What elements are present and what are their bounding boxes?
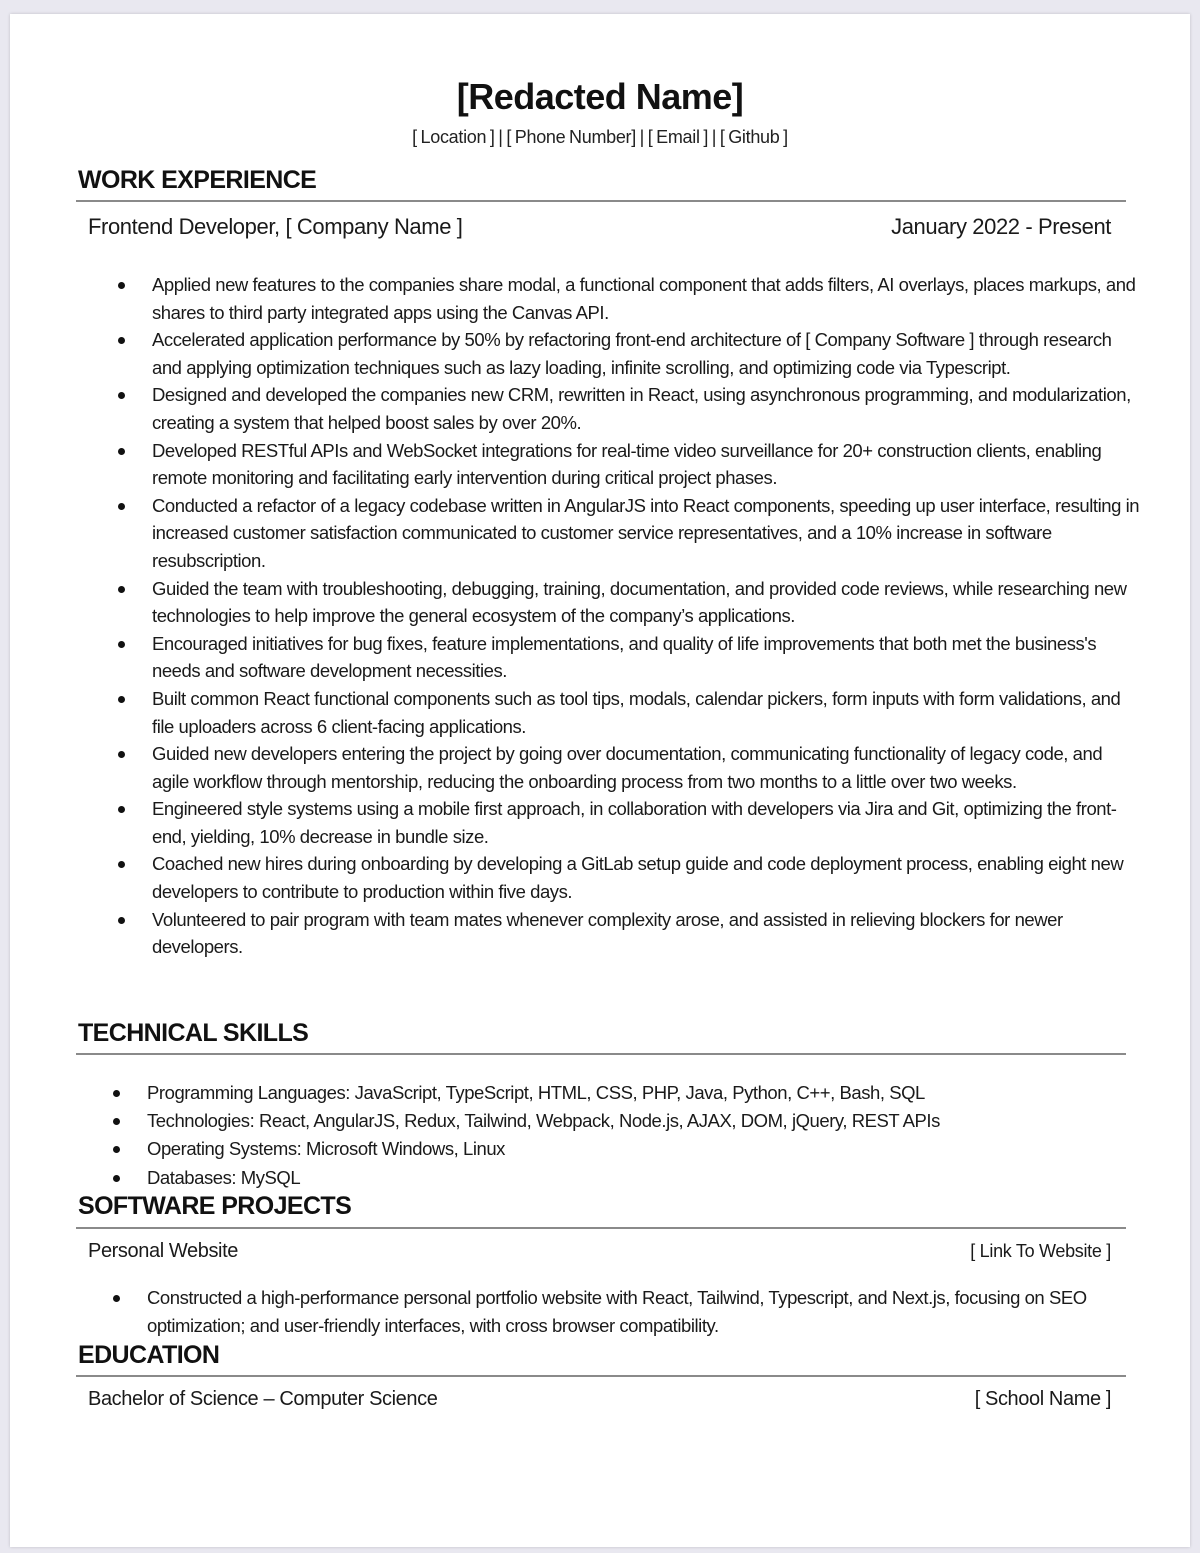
list-item: [147, 1107, 1137, 1135]
list-item: [152, 575, 1142, 630]
list-item: [152, 437, 1142, 492]
bullet-icon: [118, 282, 125, 289]
section-divider: [76, 1375, 1126, 1377]
section-divider: [76, 1053, 1126, 1055]
bullet-icon: [113, 1118, 120, 1125]
contact-line: [ Location ] | [ Phone Number] | [ Email ] | [ Github ]: [412, 127, 788, 147]
bullet-text: Engineered style systems using a mobile first approach, in collaboration with developers via Jira and Git, optimizing the front-end, yielding, 10% decrease in bundle size.: [152, 798, 1117, 847]
bullet-text: Coached new hires during onboarding by developing a GitLab setup guide and code deployment process, enabling eight new developers to contribute to production within five days.: [152, 853, 1124, 903]
bullet-icon: [118, 806, 125, 813]
project-link[interactable]: [ Link To Website ]: [970, 1241, 1111, 1261]
list-item: [152, 795, 1142, 850]
bullet-text: Guided new developers entering the project by going over documentation, communicating functionality of legacy code, and agile workflow through mentorship, reducing the onboarding process from two months to a little over two weeks.: [152, 743, 1103, 792]
project-header-row: [88, 1240, 1111, 1263]
bullet-icon: [118, 392, 125, 399]
education-row: [88, 1388, 1111, 1411]
bullet-icon: [113, 1295, 120, 1302]
list-item: [152, 740, 1142, 795]
section-divider: [76, 1227, 1126, 1229]
skill-text: Databases: MySQL: [147, 1166, 301, 1188]
bullet-text: Developed RESTful APIs and WebSocket integrations for real-time video surveillance for 20+ construction clients, enabling remote monitoring and facilitating early intervention during critical project phases.: [152, 439, 1102, 489]
candidate-name: [Redacted Name]: [456, 76, 744, 117]
job-title: Frontend Developer, [ Company Name ]: [88, 214, 463, 239]
project-name: Personal Website: [88, 1240, 238, 1262]
bullet-icon: [118, 917, 125, 924]
skill-text: Operating Systems: Microsoft Windows, Linux: [147, 1138, 505, 1160]
bullet-icon: [118, 861, 125, 868]
list-item: [152, 381, 1142, 436]
bullet-icon: [118, 337, 125, 344]
job-bullet-list: [152, 271, 1142, 961]
bullet-text: Applied new features to the companies share modal, a functional component that adds filters, AI overlays, places markups, and shares to third party integrated apps using the Canvas API.: [152, 274, 1136, 323]
list-item: [152, 271, 1142, 326]
section-heading-software-projects: SOFTWARE PROJECTS: [78, 1192, 352, 1220]
skill-text: Programming Languages: JavaScript, TypeScript, HTML, CSS, PHP, Java, Python, C++, Bash, SQL: [147, 1082, 925, 1103]
list-item: [147, 1135, 1137, 1163]
list-item: [152, 685, 1142, 740]
section-heading-education: EDUCATION: [78, 1341, 220, 1369]
section-heading-work-experience: WORK EXPERIENCE: [78, 166, 317, 194]
list-item: [147, 1284, 1137, 1339]
degree: Bachelor of Science – Computer Science: [88, 1388, 438, 1410]
list-item: [152, 906, 1142, 961]
list-item: [152, 492, 1142, 575]
resume-page: [10, 14, 1190, 1547]
bullet-text: Designed and developed the companies new CRM, rewritten in React, using asynchronous programming, and modularization, creating a system that helped boost sales by over 20%.: [152, 384, 1131, 433]
list-item: [147, 1164, 1137, 1192]
bullet-icon: [118, 641, 125, 648]
bullet-icon: [118, 503, 125, 510]
bullet-icon: [113, 1090, 120, 1097]
list-item: [147, 1079, 1137, 1107]
bullet-text: Guided the team with troubleshooting, debugging, training, documentation, and provided code reviews, while researching new technologies to help improve the general ecosystem of the company’s applications.: [152, 577, 1127, 627]
list-item: [152, 326, 1142, 381]
bullet-icon: [118, 586, 125, 593]
bullet-text: Encouraged initiatives for bug fixes, feature implementations, and quality of life improvements that both met the business's needs and software development necessities.: [152, 632, 1097, 682]
skill-text: Technologies: React, AngularJS, Redux, Tailwind, Webpack, Node.js, AJAX, DOM, jQuery, REST APIs: [147, 1110, 940, 1132]
bullet-text: Volunteered to pair program with team mates whenever complexity arose, and assisted in relieving blockers for newer developers.: [152, 908, 1063, 958]
skills-list: [147, 1079, 1137, 1192]
bullet-text: Built common React functional components such as tool tips, modals, calendar pickers, form inputs with form validations, and file uploaders across 6 client-facing applications.: [152, 687, 1121, 737]
bullet-text: Conducted a refactor of a legacy codebase written in AngularJS into React components, speeding up user interface, resulting in increased customer satisfaction communicated to customer service representatives, and a 10% increase in software resubscription.: [152, 494, 1140, 571]
job-dates: January 2022 - Present: [891, 214, 1111, 239]
school-name: [ School Name ]: [974, 1388, 1111, 1410]
bullet-text: Constructed a high-performance personal portfolio website with React, Tailwind, Typescript, and Next.js, focusing on SEO optimization; and user-friendly interfaces, with cross browser compatibility.: [147, 1287, 1087, 1336]
bullet-text: Accelerated application performance by 50% by refactoring front-end architecture of [ Company Software ] through research and applying optimization techniques such as lazy loading, infinite scrolling, and optimizing code via Typescript.: [152, 329, 1112, 378]
list-item: [152, 630, 1142, 685]
list-item: [152, 850, 1142, 905]
bullet-icon: [113, 1146, 120, 1153]
section-divider: [76, 200, 1126, 202]
section-heading-technical-skills: TECHNICAL SKILLS: [78, 1019, 309, 1047]
bullet-icon: [118, 448, 125, 455]
bullet-icon: [118, 696, 125, 703]
bullet-icon: [118, 751, 125, 758]
bullet-icon: [113, 1175, 120, 1182]
project-bullet-list: [147, 1284, 1137, 1339]
job-header-row: [88, 214, 1111, 240]
